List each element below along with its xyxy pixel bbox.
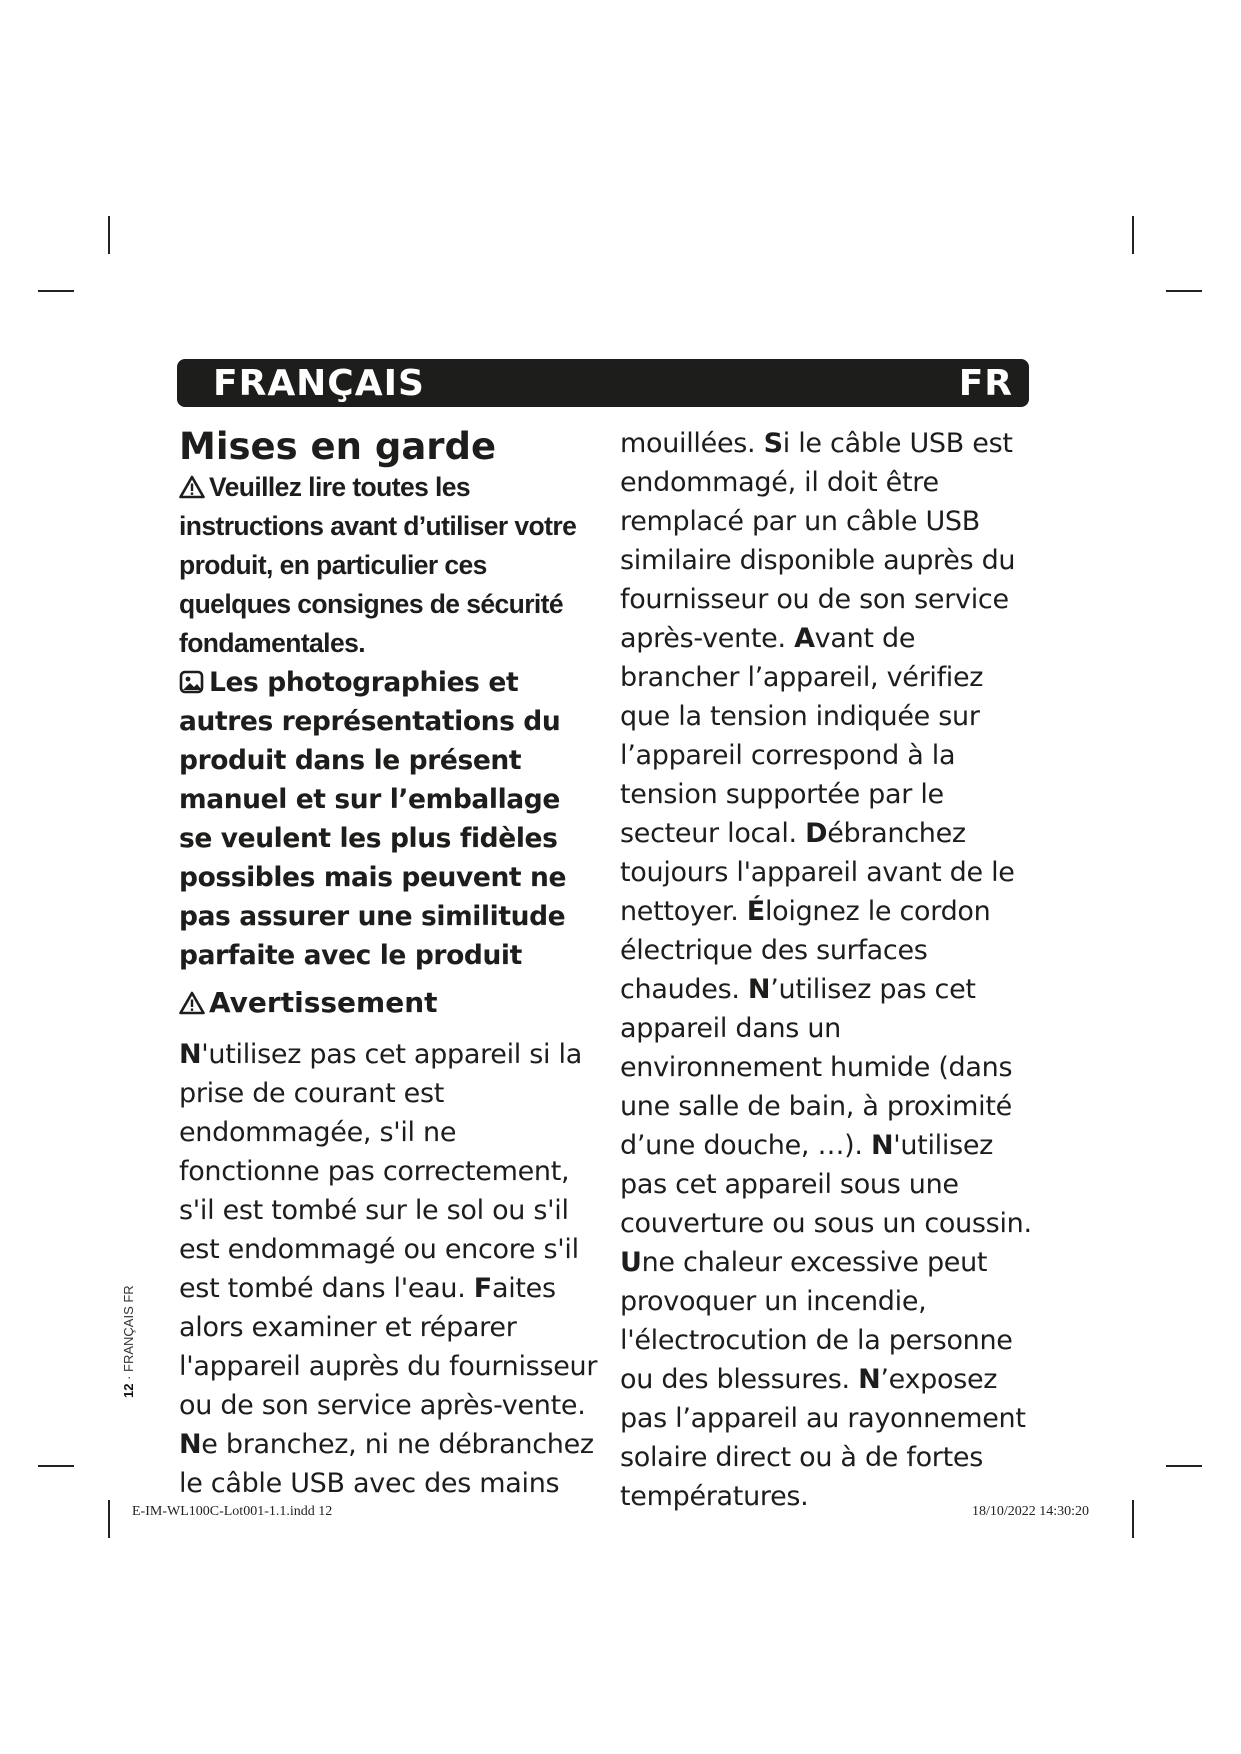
warning-heading [179, 983, 599, 1023]
sentence-text: e branchez, ni ne débranchez le câble USB avec des mains [179, 1429, 594, 1499]
right-column [620, 424, 1040, 1516]
intro-text: Veuillez lire toutes les instructions avant d’utiliser votre produit, en particulier ces quelques consignes de sécurité fondamentales. [179, 472, 577, 658]
sentence-initial: N [179, 1039, 202, 1070]
slug-file: E-IM-WL100C-Lot001-1.1.indd 12 [132, 1504, 333, 1519]
sentence-text: ébranchez toujours l'appareil avant de le nettoyer. [620, 818, 1015, 927]
crop-mark [38, 290, 74, 292]
warning-body-left [179, 1035, 599, 1503]
banner-language: FRANÇAIS [213, 362, 425, 404]
crop-mark [1166, 290, 1202, 292]
crop-mark [108, 216, 110, 254]
page-side-text: · FRANÇAIS FR [121, 1285, 136, 1384]
sentence-initial: U [620, 1247, 642, 1278]
sentence-initial: S [763, 428, 783, 459]
crop-mark [1166, 1465, 1202, 1467]
photo-icon [179, 670, 205, 694]
sentence-text: loignez le cordon électrique des surfaces chaudes. [620, 896, 991, 1005]
photo-disclaimer [179, 663, 599, 975]
crop-mark [108, 1500, 110, 1538]
sentence-text: ne chaleur excessive peut provoquer un incendie, l'électrocution de la personne ou des blessures. [620, 1247, 1013, 1395]
sentence-initial: N [870, 1130, 894, 1161]
sentence-initial: A [794, 623, 815, 654]
slug-datetime: 18/10/2022 14:30:20 [972, 1504, 1090, 1519]
warning-heading-text: Avertissement [209, 986, 438, 1019]
sentence-text: 'utilisez pas cet appareil si la prise de courant est endommagée, s'il ne fonctionne pas correctement, s'il est tombé sur le sol ou s'il est endommagé ou encore s'il est tombé dans l'eau. [179, 1039, 582, 1304]
sentence-initial: N [179, 1429, 202, 1460]
page-side-label [121, 1228, 145, 1398]
crop-mark [1132, 216, 1134, 254]
left-column [179, 424, 599, 1503]
page-number: 12 [121, 1383, 136, 1398]
banner-code: FR [958, 362, 1013, 404]
sentence-text: 'utilisez pas cet appareil sous une couverture ou sous un coussin. [620, 1130, 1032, 1239]
warning-body-right [620, 424, 1040, 1516]
warning-triangle-icon [179, 991, 205, 1015]
sentence-initial: N [747, 974, 771, 1005]
sentence-text: aites alors examiner et réparer l'appareil auprès du fournisseur ou de son service après-vente. [179, 1273, 598, 1421]
sentence-text: i le câble USB est endommagé, il doit être remplacé par un câble USB similaire disponible auprès du fournisseur ou de son service après-vente. [620, 428, 1016, 654]
sentence-text: mouillées. [620, 428, 764, 459]
section-heading: Mises en garde [179, 425, 497, 468]
crop-mark [1132, 1500, 1134, 1538]
language-banner [177, 359, 1029, 407]
sentence-text: ’exposez pas l’appareil au rayonnement solaire direct ou à de fortes températures. [620, 1364, 1026, 1512]
warning-triangle-icon [179, 475, 205, 499]
crop-mark [38, 1465, 74, 1467]
sentence-initial: É [746, 896, 765, 927]
intro-paragraph [179, 468, 599, 663]
sentence-text: vant de brancher l’appareil, vérifiez que la tension indiquée sur l’appareil correspond à la tension supportée par le secteur local. [620, 623, 984, 849]
sentence-initial: N [858, 1364, 881, 1395]
sentence-initial: F [473, 1273, 492, 1304]
photo-disclaimer-text: Les photographies et autres représentations du produit dans le présent manuel et sur l’emballage se veulent les plus fidèles possibles mais peuvent ne pas assurer une similitude parfaite avec le produit [179, 667, 567, 971]
sentence-initial: D [805, 818, 828, 849]
sentence-text: ’utilisez pas cet appareil dans un environnement humide (dans une salle de bain, à proximité d’une douche, …). [620, 974, 1013, 1161]
